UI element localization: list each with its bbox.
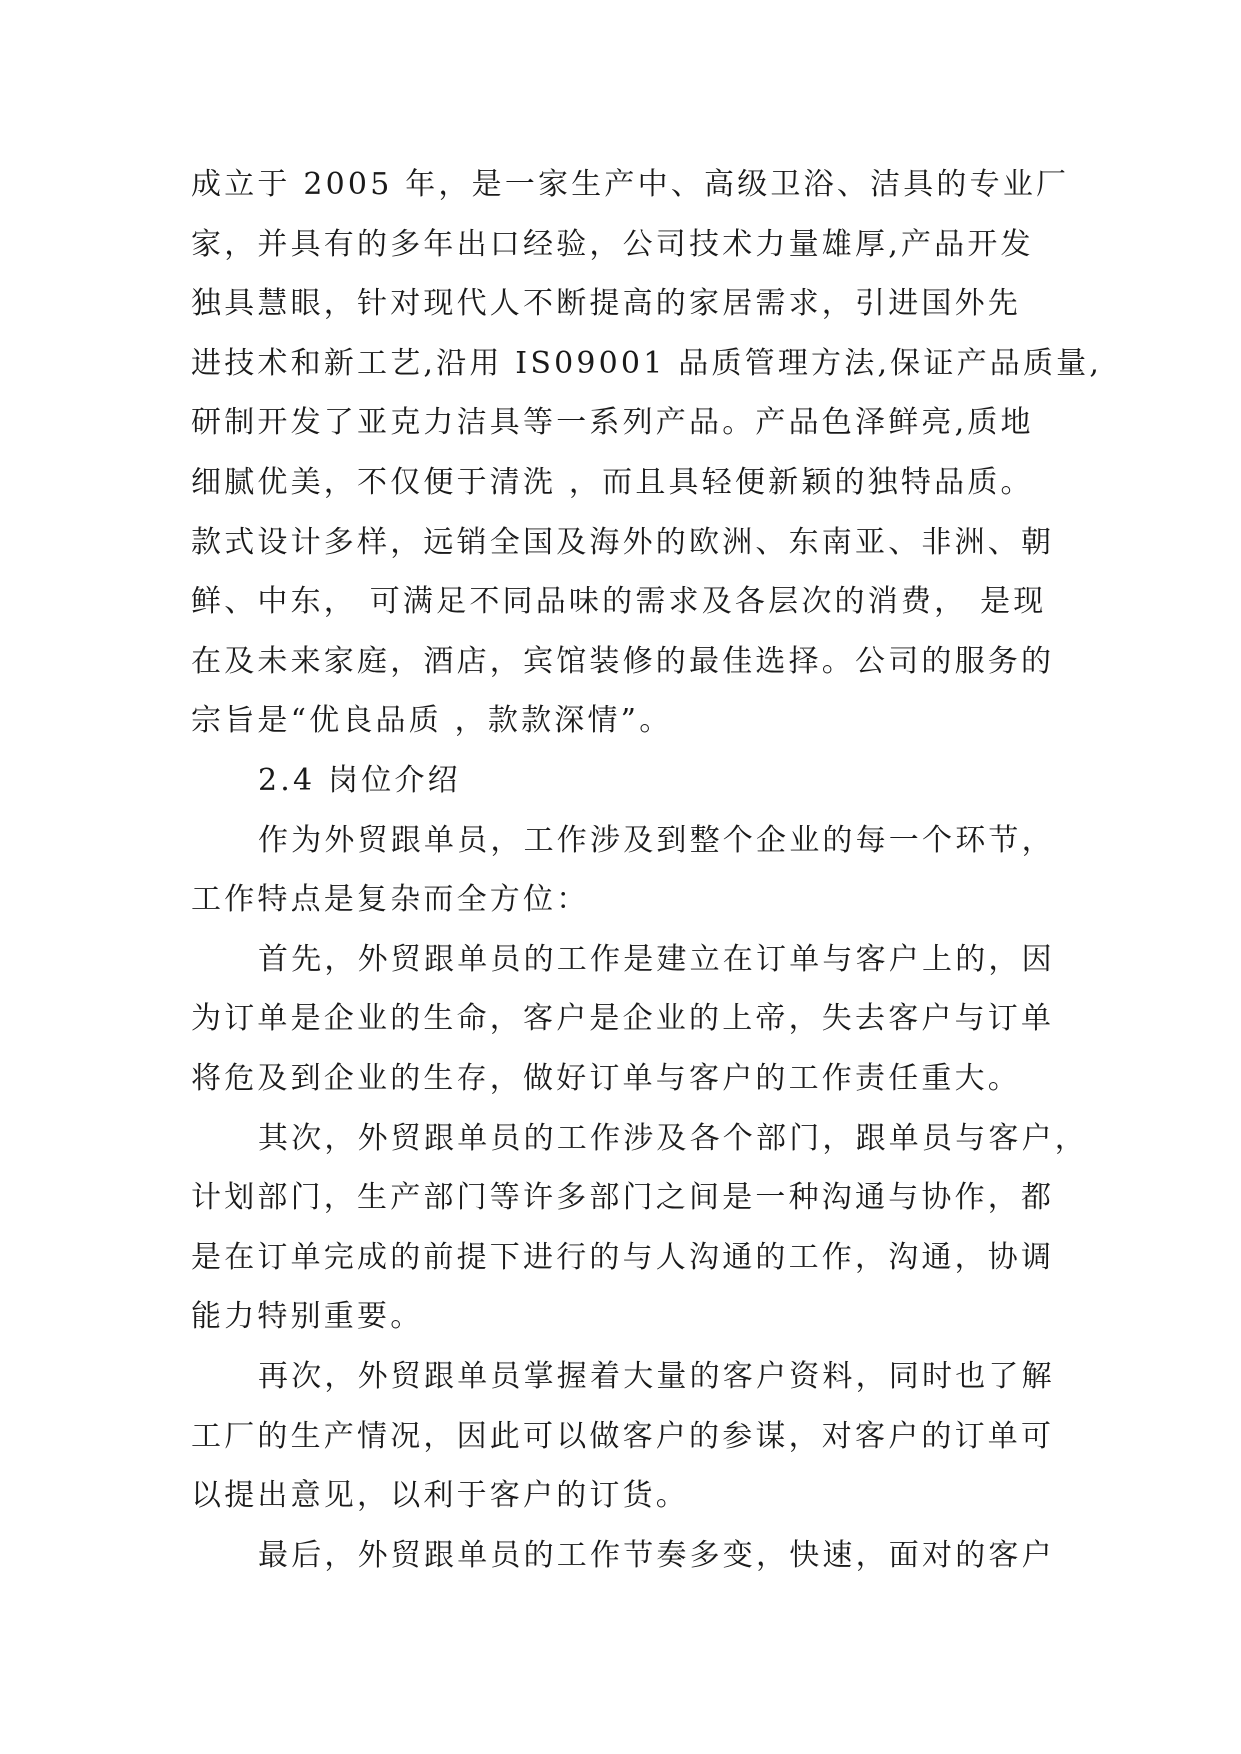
text-line: 研制开发了亚克力洁具等一系列产品。产品色泽鲜亮,质地: [191, 405, 1034, 440]
text-line: 工作特点是复杂而全方位：: [191, 882, 590, 917]
text-line: 成立于 2005 年，是一家生产中、高级卫浴、洁具的专业厂: [191, 167, 1070, 202]
text-line: 最后，外贸跟单员的工作节奏多变，快速，面对的客户: [258, 1538, 1055, 1573]
text-line: 为订单是企业的生命，客户是企业的上帝，失去客户与订单: [191, 1001, 1055, 1036]
text-line: 以提出意见，以利于客户的订货。: [191, 1478, 689, 1513]
text-line: 是在订单完成的前提下进行的与人沟通的工作，沟通，协调: [191, 1240, 1055, 1275]
text-line: 首先，外贸跟单员的工作是建立在订单与客户上的，因: [258, 942, 1055, 977]
text-line: 能力特别重要。: [191, 1299, 424, 1334]
text-line: 作为外贸跟单员，工作涉及到整个企业的每一个环节，: [258, 823, 1055, 858]
text-line: 独具慧眼，针对现代人不断提高的家居需求，引进国外先: [191, 286, 1021, 321]
text-line: 将危及到企业的生存，做好订单与客户的工作责任重大。: [191, 1061, 1021, 1096]
text-line: 其次，外贸跟单员的工作涉及各个部门，跟单员与客户，: [258, 1121, 1088, 1156]
text-line: 再次，外贸跟单员掌握着大量的客户资料，同时也了解: [258, 1359, 1055, 1394]
text-line: 宗旨是“优良品质 ，款款深情”。: [191, 703, 673, 738]
section-heading: 2.4 岗位介绍: [258, 763, 461, 798]
text-line: 进技术和新工艺,沿用 IS09001 品质管理方法,保证产品质量,: [191, 346, 1103, 381]
text-line: 鲜、中东， 可满足不同品味的需求及各层次的消费， 是现: [191, 584, 1047, 619]
text-line: 工厂的生产情况，因此可以做客户的参谋，对客户的订单可: [191, 1419, 1055, 1454]
text-line: 家，并具有的多年出口经验，公司技术力量雄厚,产品开发: [191, 227, 1034, 262]
text-line: 细腻优美，不仅便于清洗 ，而且具轻便新颖的独特品质。: [191, 465, 1034, 500]
text-line: 计划部门，生产部门等许多部门之间是一种沟通与协作，都: [191, 1180, 1055, 1215]
text-line: 款式设计多样，远销全国及海外的欧洲、东南亚、非洲、朝: [191, 525, 1055, 560]
text-line: 在及未来家庭，酒店，宾馆装修的最佳选择。公司的服务的: [191, 644, 1055, 679]
